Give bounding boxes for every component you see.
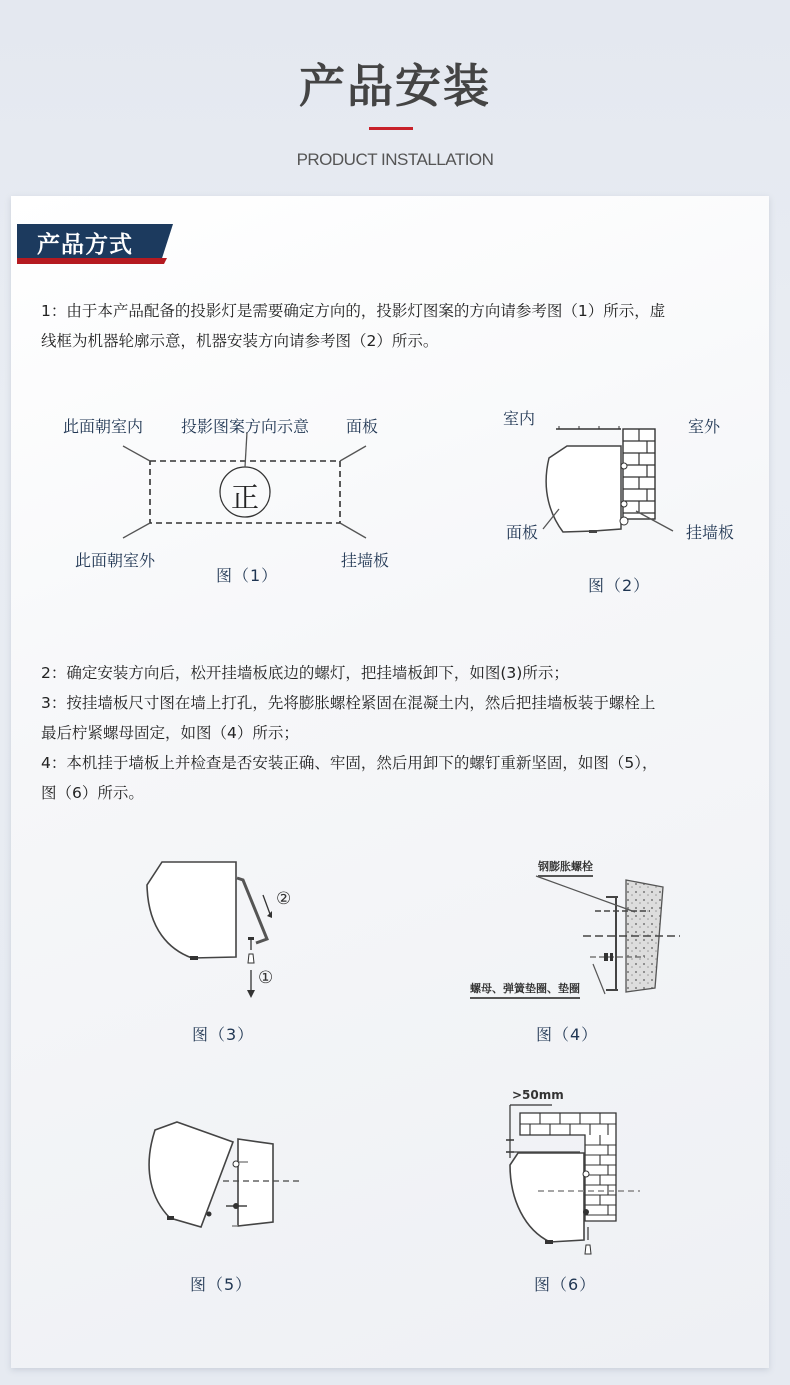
- content-card: [11, 196, 769, 1368]
- figure-5: [130, 1100, 310, 1300]
- figure-1-caption: 图（1）: [216, 566, 279, 585]
- label-nut-washers: 螺母、弹簧垫圈、垫圈: [470, 980, 580, 999]
- label-faces-outdoor: 此面朝室外: [75, 551, 156, 570]
- figure-4: [450, 850, 690, 1050]
- title-accent-rule: [369, 127, 413, 130]
- step-3-line-2: 最后柠紧螺母固定，如图（4）所示；: [41, 724, 299, 742]
- instruction-step-1: [41, 296, 751, 356]
- section-tag-label: 产品方式: [37, 232, 133, 258]
- label-clearance: >50mm: [512, 1088, 564, 1102]
- step-4-line-1: 4：本机挂于墙板上并检查是否安装正确、牢固，然后用卸下的螺钉重新坚固，如图（5），: [41, 754, 658, 772]
- section-tag: [17, 224, 173, 264]
- figure-4-diagram: [450, 850, 690, 1050]
- step-2-marker: ②: [276, 889, 292, 909]
- step-1-line-2: 线框为机器轮廓示意，机器安装方向请参考图（2）所示。: [41, 332, 439, 350]
- label-expansion-bolt: 钢膨胀螺栓: [538, 858, 593, 877]
- figure-3: [130, 850, 310, 1050]
- page-subtitle: PRODUCT INSTALLATION: [296, 150, 494, 169]
- step-4-line-2: 图（6）所示。: [41, 784, 144, 802]
- step-1-marker: ①: [258, 968, 274, 988]
- figure-6: [480, 1090, 660, 1300]
- page-title: 产品安装: [299, 59, 491, 113]
- label-outdoor: 室外: [688, 417, 721, 436]
- label-faces-indoor: 此面朝室内: [63, 417, 144, 436]
- figure-2: [481, 396, 771, 606]
- figure-2-caption: 图（2）: [588, 576, 651, 595]
- label-wall-plate: 挂墙板: [686, 523, 735, 542]
- figure-4-caption: 图（4）: [536, 1025, 599, 1044]
- label-indoor: 室内: [503, 409, 536, 428]
- label-wall-plate: 挂墙板: [341, 551, 390, 570]
- instruction-steps-2-4: [41, 658, 751, 808]
- figure-5-diagram: [130, 1100, 310, 1300]
- figure-6-diagram: [480, 1090, 660, 1300]
- orientation-glyph: 正: [231, 481, 260, 514]
- figure-5-caption: 图（5）: [190, 1275, 253, 1294]
- figure-3-caption: 图（3）: [192, 1025, 255, 1044]
- label-projection-direction: 投影图案方向示意: [181, 417, 310, 436]
- figure-1: [11, 396, 411, 596]
- label-panel: 面板: [506, 523, 539, 542]
- step-3-line-1: 3：按挂墙板尺寸图在墙上打孔，先将膨胀螺栓紧固在混凝土内，然后把挂墙板装于螺栓上: [41, 694, 656, 712]
- step-1-line-1: 1：由于本产品配备的投影灯是需要确定方向的，投影灯图案的方向请参考图（1）所示，虚: [41, 302, 666, 320]
- step-2-text: 2：确定安装方向后，松开挂墙板底边的螺灯，把挂墙板卸下，如图(3)所示；: [41, 664, 569, 682]
- figure-6-caption: 图（6）: [534, 1275, 597, 1294]
- figure-3-diagram: [130, 850, 310, 1050]
- label-panel: 面板: [346, 417, 379, 436]
